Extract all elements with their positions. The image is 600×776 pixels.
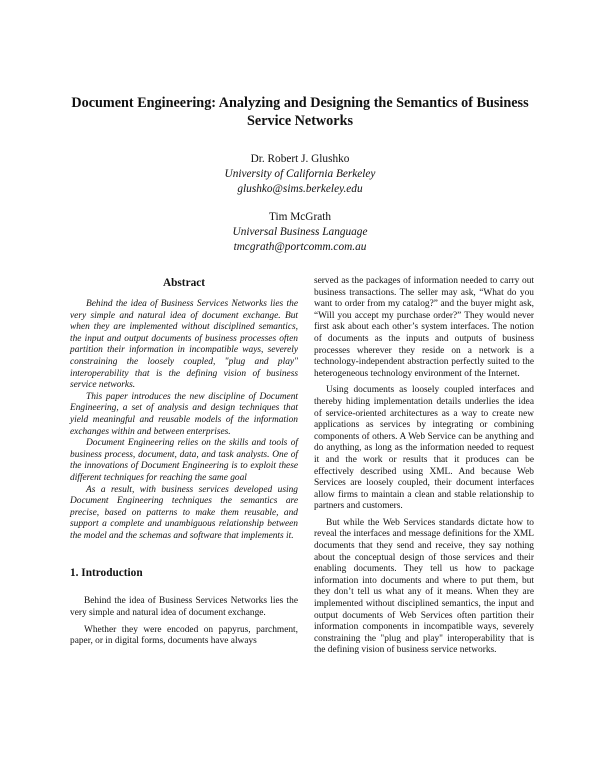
author-block-1 — [100, 152, 500, 197]
body-paragraph: Whether they were encoded on papyrus, parchment, paper, or in digital forms, documents have always — [70, 624, 298, 647]
author-name: Dr. Robert J. Glushko — [250, 153, 350, 165]
abstract-paragraph: Behind the idea of Business Services Networks lies the very simple and natural idea of document exchange. But when they are implemented without disciplined semantics, the input and output documents of business processes often partition their information in incompatible ways, severely constraining the loosely coupled, "plug and play" interoperability that is the defining vision of business service networks. — [70, 299, 298, 391]
body-paragraph: Using documents as loosely coupled interfaces and thereby hiding implementation details underlies the idea of service-oriented architectures as a way to create new applications as services by integrating or combining components of others. A Web Service can be anything and do anything, as long as the information needed to request it and the work or results that it produces can be effectively described using XML. And because Web Services are loosely coupled, their document interfaces allow firms to maintain a clean and stable relationship to partners and customers. — [314, 385, 534, 512]
author-affiliation: University of California Berkeley — [224, 168, 376, 180]
paper-title: Document Engineering: Analyzing and Designing the Semantics of Business Service Networks — [71, 95, 529, 129]
author-name: Tim McGrath — [268, 211, 332, 223]
right-column — [314, 276, 534, 662]
left-column — [70, 276, 298, 653]
body-paragraph: served as the packages of information needed to carry out business transactions. The seller may ask, “What do you want to order from my catalog?” and the buyer might ask, “Will you accept my purchase order?” They would never first ask about each other’s system interfaces. The notion of documents as the inputs and outputs of business processes wherever they reside on a network is a technology-independent abstraction perfectly suited to the heterogeneous technology environment of the Internet. — [314, 276, 534, 379]
abstract-section — [70, 276, 298, 542]
abstract-paragraph: As a result, with business services developed using Document Engineering techniques the semantics are precise, based on patterns to make them reusable, and support a complete and unambiguous relationship between the model and the schemas and software that implements it. — [70, 484, 298, 541]
author-email: tmcgrath@portcomm.com.au — [233, 241, 367, 253]
section-heading: 1. Introduction — [70, 567, 143, 580]
body-paragraph: Behind the idea of Business Services Networks lies the very simple and natural idea of document exchange. — [70, 596, 298, 619]
abstract-paragraph: This paper introduces the new discipline of Document Engineering, a set of analysis and design techniques that yield meaningful and reusable models of the information exchanges within and between enterprises. — [70, 391, 298, 437]
body-paragraph: But while the Web Services standards dictate how to reveal the interfaces and message definitions for the XML documents that they send and receive, they say nothing about the conceptual design of those services and their enabling documents. They tell us how to package information into documents and where to put them, but they don’t tell us what any of it means. When they are implemented without disciplined semantics, the input and output documents of Web Services often partition their information components in incompatible ways, severely constraining the "plug and play" interoperability that is the defining vision of business service networks. — [314, 517, 534, 656]
author-block-2 — [100, 210, 500, 255]
author-affiliation: Universal Business Language — [232, 226, 368, 238]
abstract-paragraph: Document Engineering relies on the skills and tools of business process, document, data, and task analysts. One of the innovations of Document Engineering is to exploit these different techniques for reaching the same goal — [70, 438, 298, 483]
author-email: glushko@sims.berkeley.edu — [237, 183, 363, 195]
abstract-heading: Abstract — [162, 277, 206, 289]
introduction-section — [70, 566, 298, 647]
